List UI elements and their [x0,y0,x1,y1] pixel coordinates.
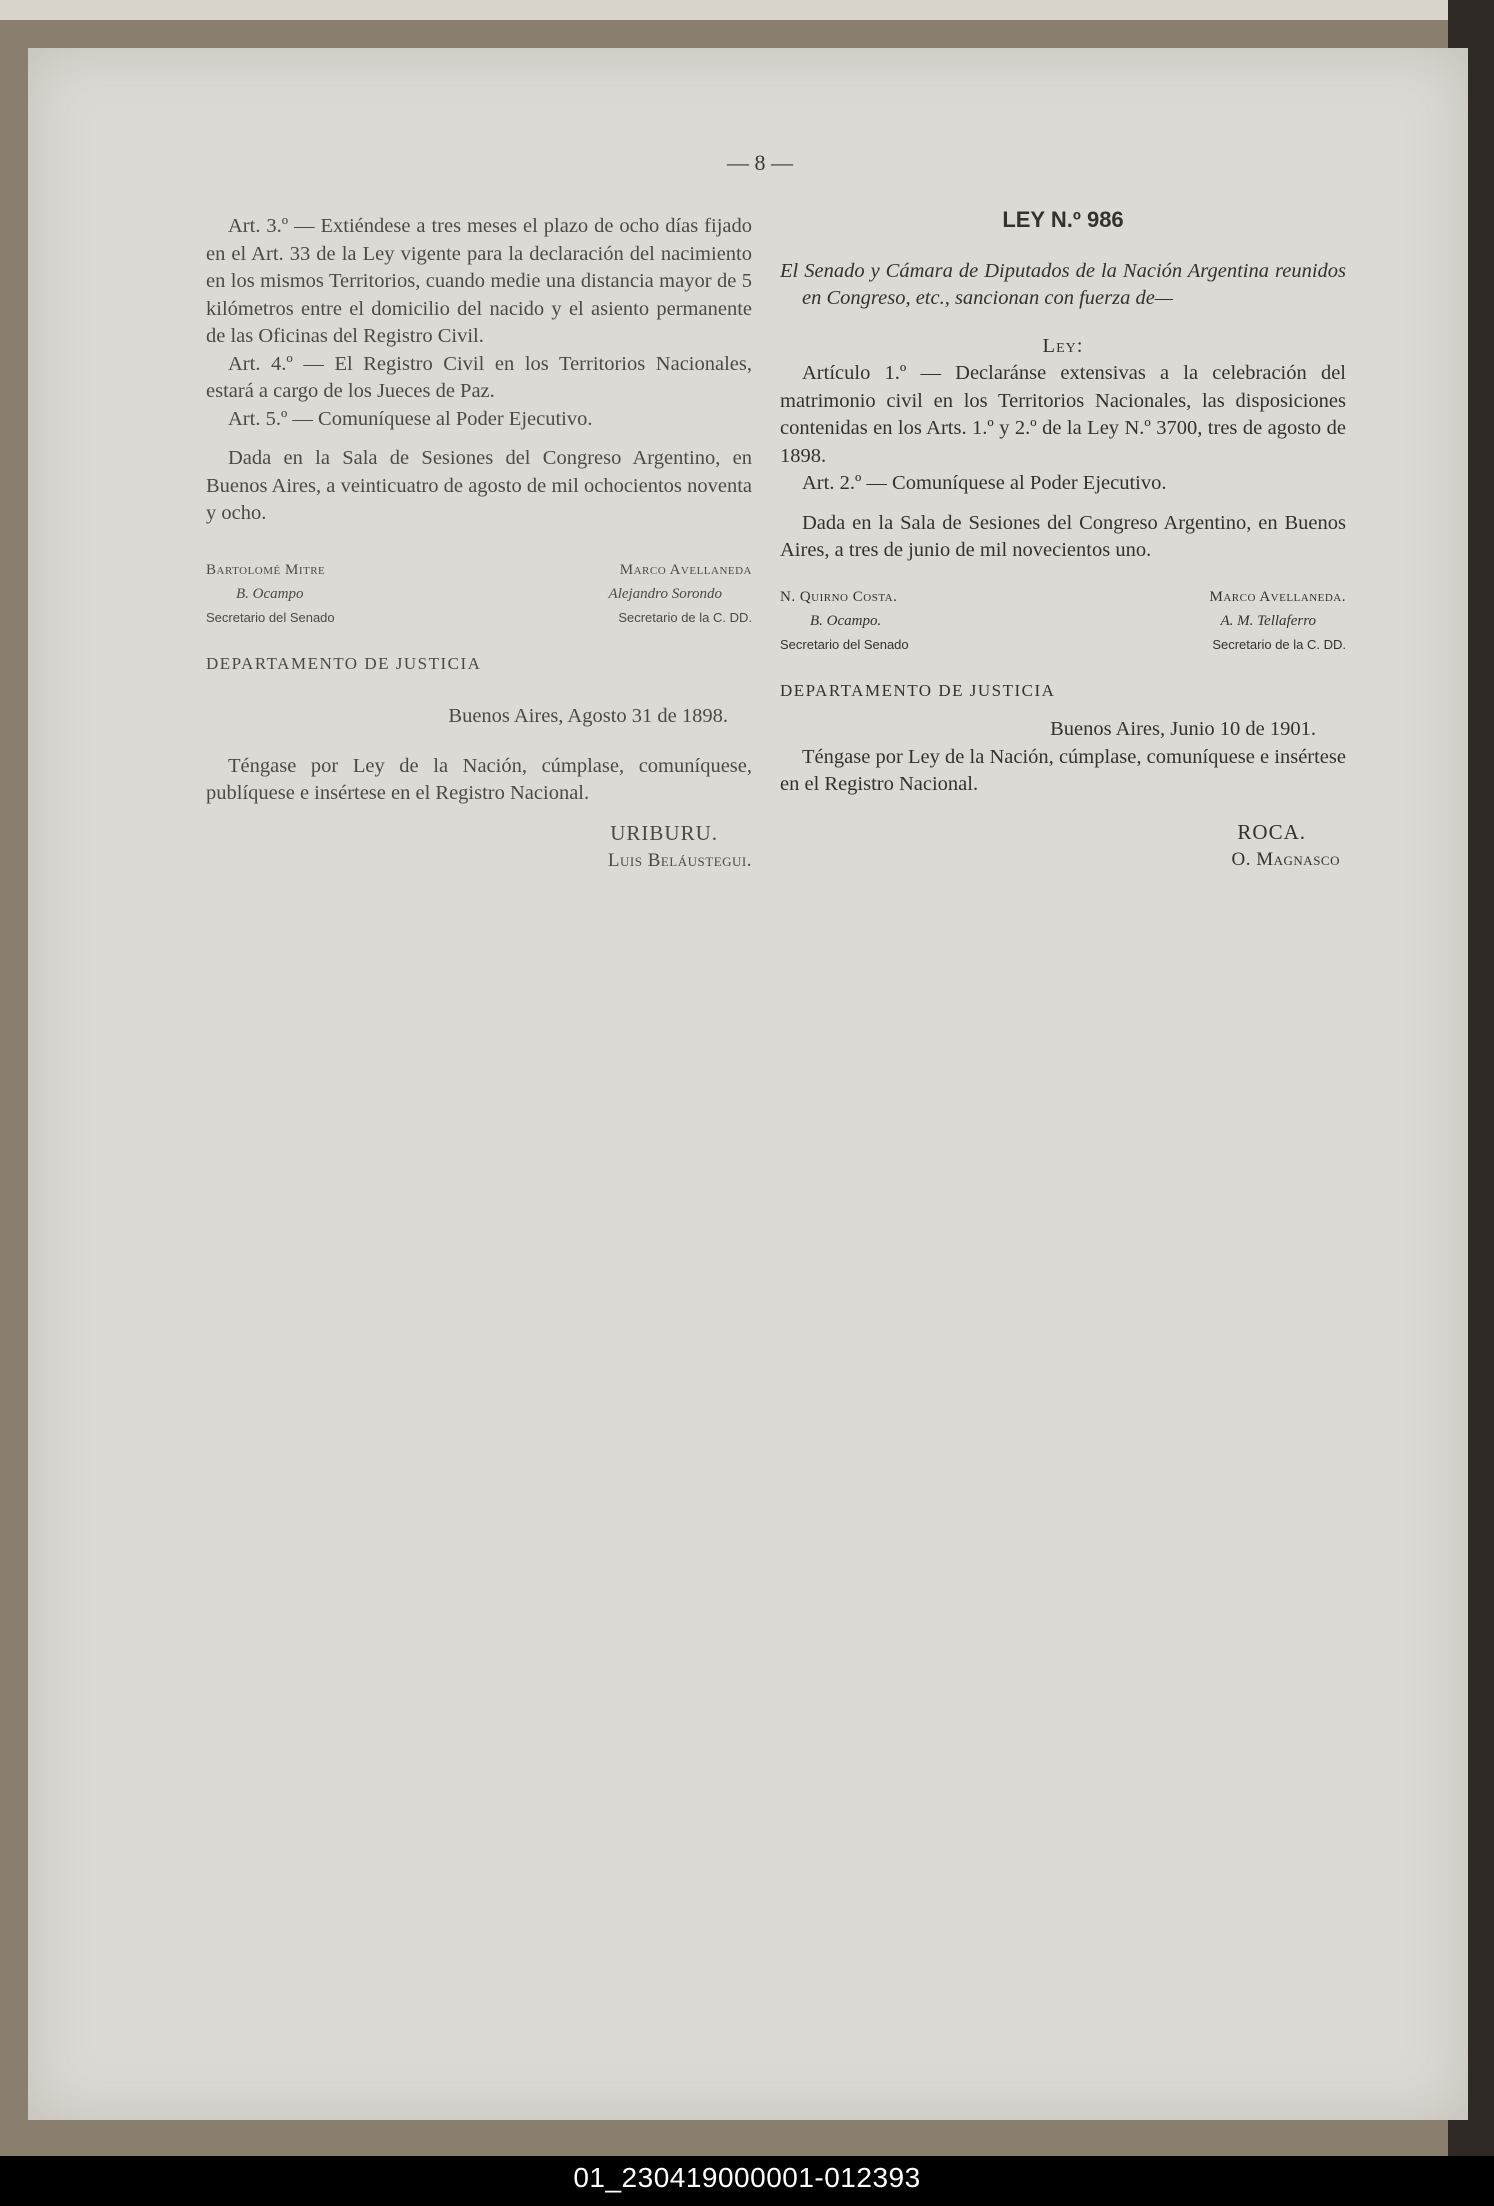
right-president-signature: ROCA. [1237,819,1306,844]
chamber-secretary-name: Alejandro Sorondo [608,585,722,602]
right-article-2: Art. 2.º — Comuníquese al Poder Ejecutivo. [802,472,1167,494]
right-column [780,206,1346,874]
chamber-president-name: Marco Avellaneda. [1209,588,1346,605]
chamber-president-name: Marco Avellaneda [619,561,752,578]
senate-secretary-role: Secretario del Senado [780,636,909,652]
senate-president-name: Bartolomé Mitre [206,561,326,578]
right-dada-paragraph: Dada en la Sala de Sesiones del Congreso Argentino, en Buenos Aires, a tres de junio de mil novecientos uno. [780,511,1346,561]
chamber-secretary-name: A. M. Tellaferro [1220,612,1316,629]
left-dada-paragraph: Dada en la Sala de Sesiones del Congreso Argentino, en Buenos Aires, a veinticuatro de agosto de mil ochocientos noventa y ocho. [206,447,752,524]
left-decree: Téngase por Ley de la Nación, cúmplase, comuníquese, publíquese e insértese en el Registro Nacional. [206,754,752,804]
senate-president-name: N. Quirno Costa. [780,588,898,605]
right-date: Buenos Aires, Junio 10 de 1901. [1050,718,1316,740]
page-number: — 8 — [727,150,793,175]
law-title: LEY N.º 986 [1002,207,1124,232]
left-minister-signature: Luis Beláustegui. [607,850,752,871]
senate-secretary-name: B. Ocampo. [810,612,882,629]
left-article-3: Art. 3.º — Extiéndese a tres meses el plazo de ocho días fijado en el Art. 33 de la Ley vigente para la declaración del nacimiento en los mismos Territorios, cuando medie una distancia mayor de 5 kilómetros entre el domicilio del nacido y el asiento permanente de las Oficinas del Registro Civil. [206,215,752,347]
senate-secretary-role: Secretario del Senado [206,609,335,625]
right-signature-chamber [1190,585,1346,657]
right-signature-senate [780,585,911,657]
right-signatures [780,585,1346,657]
left-signature-chamber [579,558,752,630]
left-column [206,213,752,875]
left-signatures [206,558,752,630]
senate-secretary-name: B. Ocampo [236,585,304,602]
right-minister-signature: O. Magnasco [1231,849,1340,870]
chamber-secretary-role: Secretario de la C. DD. [618,609,752,625]
right-decree: Téngase por Ley de la Nación, cúmplase, comuníquese e insértese en el Registro Nacional. [780,745,1346,795]
right-department: DEPARTAMENTO DE JUSTICIA [780,680,1056,700]
right-article-1: Artículo 1.º — Declaránse extensivas a la celebración del matrimonio civil en los Territorios Nacionales, las disposiciones contenidas en los Arts. 1.º y 2.º de la Ley N.º 3700, tres de agosto de 1898. [780,362,1346,467]
image-identifier: 01_230419000001-012393 [573,2162,921,2193]
left-date: Buenos Aires, Agosto 31 de 1898. [448,705,728,727]
left-president-signature: URIBURU. [610,820,718,845]
chamber-secretary-role: Secretario de la C. DD. [1212,636,1346,652]
ley-heading: Ley: [1042,334,1084,357]
left-article-4: Art. 4.º — El Registro Civil en los Territorios Nacionales, estará a cargo de los Jueces de Paz. [206,352,752,402]
law-preamble: El Senado y Cámara de Diputados de la Nación Argentina reunidos en Congreso, etc., sancionan con fuerza de— [780,259,1346,309]
left-article-5: Art. 5.º — Comuníquese al Poder Ejecutivo. [228,407,593,430]
left-department: DEPARTAMENTO DE JUSTICIA [206,653,482,673]
left-signature-senate [206,558,335,630]
